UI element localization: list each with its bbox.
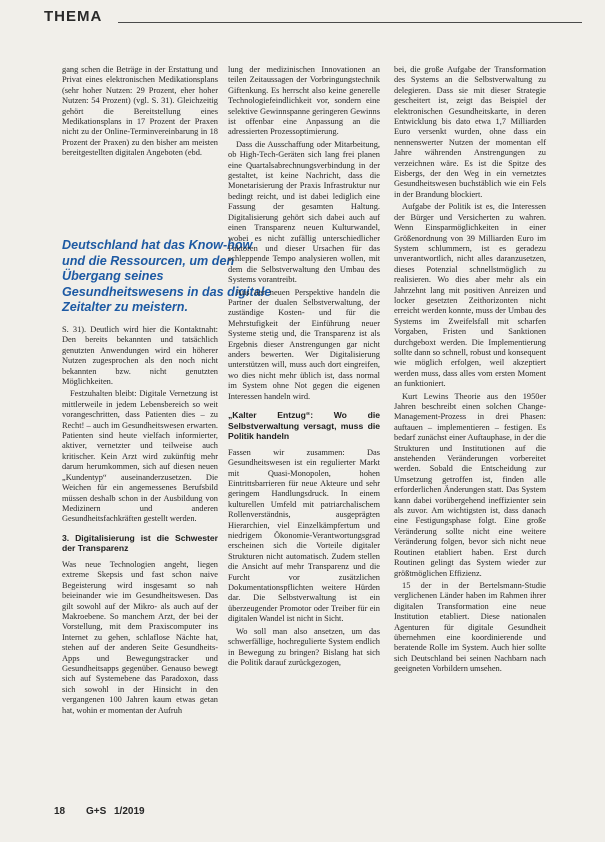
section-title: THEMA (44, 8, 103, 25)
page-header (44, 8, 582, 38)
paragraph: Aufgabe der Politik ist es, die Interessen der Bürger und Versicherten zu wahren. Wenn Einsparmöglichkeiten in einer Größenordnung von 39 Milliarden Euro im System schlummern, ist es geradezu unverantwortlich, nicht alles daranzusetzen, dieses Potenzial schnellstmöglich zu realisieren. Wo dies aber mehr als ein Jahrzehnt lang mit positiven Anreizen und locker gesetzten Zeithorizonten nicht erreicht werden konnte, muss der Umbau des Systems im Zweifelsfall mit scharfen Vorgaben, Fristen und Sanktionen durchgeboxt werden. Die Implementierung sollte dann so schnell, robust und konsequent wie möglich erfolgen, weil akzeptiert werden muss, dass alles vom ersten Moment an funktioniert. (394, 202, 546, 389)
paragraph: Dass die Ausschaffung oder Mitarbeitung, ob High-Tech-Geräten sich lang frei planen eine Quartalsabrechnungsverbindung in der gestaltet, ist keine Nachricht, dass die Monetarisierung der Praxis Infrastruktur nur bedingt reicht, und ist dabei lediglich eine Fassung der gesamten Haltung. Digitalisierung gehört sich dabei auch auf einen Transparenz neuen Kulturwandel, wobei es nicht zufällig unterschiedlicher Faktoren und dieser Ursachen für das schleppende Tempo analysieren wollen, mit dem die Selbstverwaltung den Umbau des Systems vorantreibt. (228, 139, 380, 285)
column-1 (62, 65, 218, 161)
page-footer (44, 806, 582, 826)
header-rule (118, 22, 582, 23)
issue-number: 1/2019 (114, 806, 145, 817)
pull-quote: Deutschland hat das Know-how und die Ressourcen, um den Übergang seines Gesundheitswesens in das digitale Zeitalter zu meistern. (62, 238, 274, 316)
paragraph: Aus der neuen Perspektive handeln die Partner der dualen Selbstverwaltung, der zuständige Kosten- und für die Mehrstufigkeit der Einführung neuer Systeme stetig und, die Transparenz ist als Ergebnis dieser Anstrengungen gar nicht anders bewerten. Wer Digitalisierung unterstützen will, muss auch dort eingreifen, wo dies nicht mehr üblich ist, dass normal im System ohne Not gegen die eigenen Interessen handeln wird. (228, 287, 380, 401)
column-2 (228, 65, 380, 670)
magazine-name: G+S (86, 806, 107, 817)
paragraph: Was neue Technologien angeht, liegen extreme Skepsis und fast schon naive Begeisterung wird insgesamt so nah beieinander wie im Gesundheitswesen. Das gilt sowohl auf der Mikro- als auch auf der Makroebene. So manchem Arzt, der bei der Vorstellung, mit dem Praxiscomputer ins Internet zu gehen, schlaflose Nächte hat, stehen auf der anderen Seite Gesundheits-Apps und Bewegungstracker und Gesundheitsapps gegenüber. Genauso bewegt sich auf Systemebene das Paradoxon, dass sich sowohl in der Hinsicht in den vergangenen 100 Jahren kaum etwas getan hat, wohin er momentan der Aufruh (62, 559, 218, 715)
column-3 (394, 65, 546, 677)
page-number: 18 (54, 806, 66, 817)
paragraph: 15 der in der Bertelsmann-Studie verglichenen Länder haben im Rahmen ihrer digitalen Transformation eine neue Institution etabliert. Diese nationalen Agenturen für digitale Gesundheit übernehmen eine koordinierende und beratende Rolle im System. Auch hier sollte sich Deutschland bei seinen Nachbarn nach geeigneten Vorbildern umsehen. (394, 580, 546, 674)
paragraph: gang schen die Beträge in der Erstattung und Privat eines elektronischen Medikationsplans (sehr hoher Nutzen: 29 Prozent, eher hoher Nutzen: 54 Prozent) (vgl. S. 31). Gleichzeitig gehört die Bereitstellung eines Medikationsplans in 17 Prozent der Praxen nicht zu der Online-Terminvereinbarung in 18 Prozent der Praxen) zu den bisher am meisten bereitgestellten digitalen Angeboten (ebd. (62, 65, 218, 158)
column-1-lower (62, 325, 218, 718)
paragraph: Festzuhalten bleibt: Digitale Vernetzung ist mittlerweile in jedem Lebensbereich so weit vorangeschritten, dass Patienten dies – zu Recht! – auch im Gesundheitswesen erwarten. Patienten sind heute vielfach informierter, aktiver, vernetzter und teilweise auch kritischer. Kein Arzt wird zukünftig mehr darum herumkommen, sich auf diesen neuen „Kundentyp“ auseinanderzusetzen. Die Weichen für ein angemessenes Berufsbild müssen deshalb schon in der Ausbildung von Medizinern und anderen Gesundheitsfachkräften gestellt werden. (62, 389, 218, 524)
subheading: 3. Digitalisierung ist die Schwester der Transparenz (62, 532, 218, 554)
paragraph: bei, die große Aufgabe der Transformation des Systems an die Selbstverwaltung zu delegieren. Dass sie mit dieser Strategie gescheitert ist, zeigt das Beispiel der elektronischen Gesundheitskarte, in deren Entwicklung bis dato etwa 1,7 Milliarden Euro versenkt wurden, ohne dass ein nennenswerter Nutzen der momentan elf Jahre währenden Anstrengungen zu verzeichnen wäre. Es ist die Spitze des Eisbergs, der den Weg in ein vernetztes Gesundheitswesen buchstäblich wie ein Fels in der Brandung blockiert. (394, 65, 546, 199)
paragraph: Fassen wir zusammen: Das Gesundheitswesen ist ein regulierter Markt mit Quasi-Monopolen, hohen Eintrittsbarrieren für neue Akteure und sehr geringem Handlungsdruck. In einem kulturellen Umfeld mit patriarchalischem Rollenverständnis, ausgeprägten Hierarchien, viel Einzelkämpfertum und niedrigem Ökonomie-Verantwortungsgrad erscheinen sich die Vorteile digitaler Strukturen nicht automatisch. Zudem stellen die Ansicht auf mehr Transparenz und die Furcht vor zusätzlichen Dokumentationspflichten weitere Hürden dar. Die Selbstverwaltung ist ein überzeugender Promotor oder Treiber für ein digitalen Wandel ist nicht in Sicht. (228, 447, 380, 624)
paragraph: lung der medizinischen Innovationen an teilen Zeitaussagen der Vorbringungstechnik Giftenkung. Es herrscht also keine generelle Technologiefeindlichkeit vor, sondern eine selektive Gewinnspanne geringeren Gewinns ist offenbar eine Anpassung an die adressierten Prozessoptimierung. (228, 65, 380, 137)
paragraph: Wo soll man also ansetzen, um das schwerfällige, hochregulierte System endlich in Bewegung zu bringen? Bislang hat sich die Politik darauf zurückgezogen, (228, 626, 380, 667)
paragraph: S. 31). Deutlich wird hier die Kontaktnaht: Den bereits bekannten und tatsächlich genutzten Anwendungen wird ein höherer Nutzen zugesprochen als den noch nicht bekannten bzw. nicht genutzten Möglichkeiten. (62, 325, 218, 387)
paragraph: Kurt Lewins Theorie aus den 1950er Jahren beschreibt einen solchen Change-Management-Prozess in drei Phasen: auftauen – implementieren – festigen. Es bedarf zunächst einer Auftauphase, in der die Strukturen und Institutionen auf die anstehenden Veränderungen vorbereitet werden. Sobald die Entscheidung zur Umsetzung getroffen ist, finden alle erforderlichen Änderungen statt. Das System kann dabei vorübergehend ineffizienter sein als zuvor. Am wichtigsten ist, dass danach eine Festigungsphase folgt. Eine große Veränderung sollte nicht eine weitere Veränderung folgen, bevor sich nicht neue Routinen etabliert haben. Erst durch Routinen gelingt das System wieder zur größtmöglichen Effizienz. (394, 391, 546, 578)
subheading: „Kalter Entzug“: Wo die Selbstverwaltung versagt, muss die Politik handeln (228, 410, 380, 442)
